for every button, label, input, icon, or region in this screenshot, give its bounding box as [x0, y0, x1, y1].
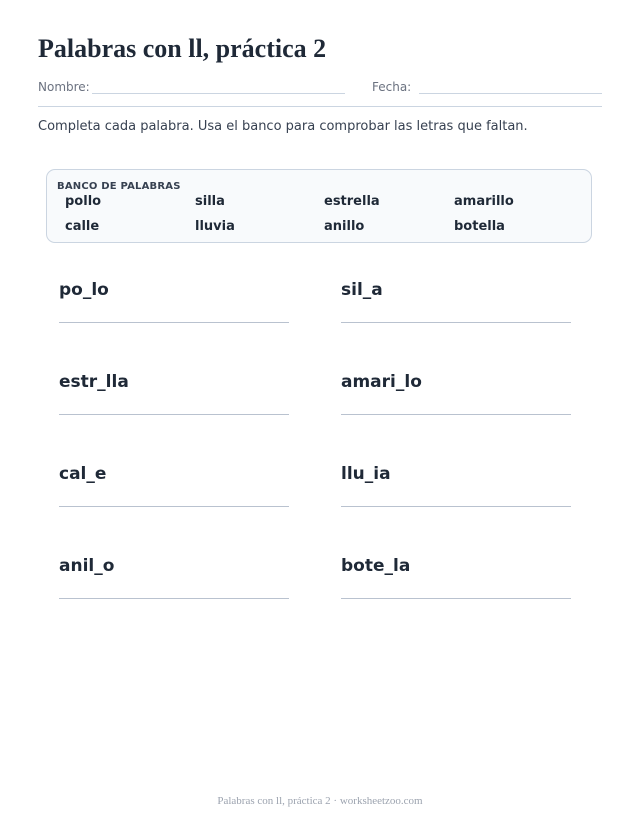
bank-word: estrella	[324, 194, 380, 209]
instructions: Completa cada palabra. Usa el banco para comprobar las letras que faltan.	[38, 119, 528, 134]
exercise-item	[59, 556, 289, 626]
bank-word: amarillo	[454, 194, 514, 209]
exercise-prompt: sil_a	[341, 280, 383, 300]
exercise-prompt: cal_e	[59, 464, 107, 484]
exercise-prompt: estr_lla	[59, 372, 129, 392]
answer-line[interactable]	[341, 506, 571, 507]
exercise-item	[59, 280, 289, 350]
exercise-item	[59, 372, 289, 442]
exercise-item	[341, 464, 571, 534]
bank-word: anillo	[324, 219, 365, 234]
exercise-item	[341, 556, 571, 626]
answer-line[interactable]	[59, 322, 289, 323]
word-bank-label: BANCO DE PALABRAS	[57, 181, 181, 192]
bank-word: botella	[454, 219, 505, 234]
exercise-prompt: amari_lo	[341, 372, 422, 392]
exercise-prompt: po_lo	[59, 280, 109, 300]
bank-word: pollo	[65, 194, 102, 209]
bank-word: calle	[65, 219, 100, 234]
exercise-item	[341, 280, 571, 350]
answer-line[interactable]	[59, 506, 289, 507]
exercise-prompt: anil_o	[59, 556, 115, 576]
answer-line[interactable]	[341, 598, 571, 599]
answer-line[interactable]	[59, 598, 289, 599]
header-divider	[38, 106, 602, 107]
name-label: Nombre:	[38, 80, 90, 94]
bank-word: silla	[195, 194, 225, 209]
worksheet-title: Palabras con ll, práctica 2	[38, 34, 327, 63]
exercise-prompt: bote_la	[341, 556, 411, 576]
answer-line[interactable]	[341, 322, 571, 323]
footer: Palabras con ll, práctica 2 · worksheetzoo.com	[217, 795, 423, 807]
exercise-item	[341, 372, 571, 442]
answer-line[interactable]	[59, 414, 289, 415]
exercise-item	[59, 464, 289, 534]
date-label: Fecha:	[372, 80, 412, 94]
name-field-line[interactable]	[92, 93, 345, 94]
date-field-line[interactable]	[419, 93, 602, 94]
answer-line[interactable]	[341, 414, 571, 415]
exercise-prompt: llu_ia	[341, 464, 391, 484]
bank-word: lluvia	[195, 219, 235, 234]
word-bank	[46, 169, 592, 243]
